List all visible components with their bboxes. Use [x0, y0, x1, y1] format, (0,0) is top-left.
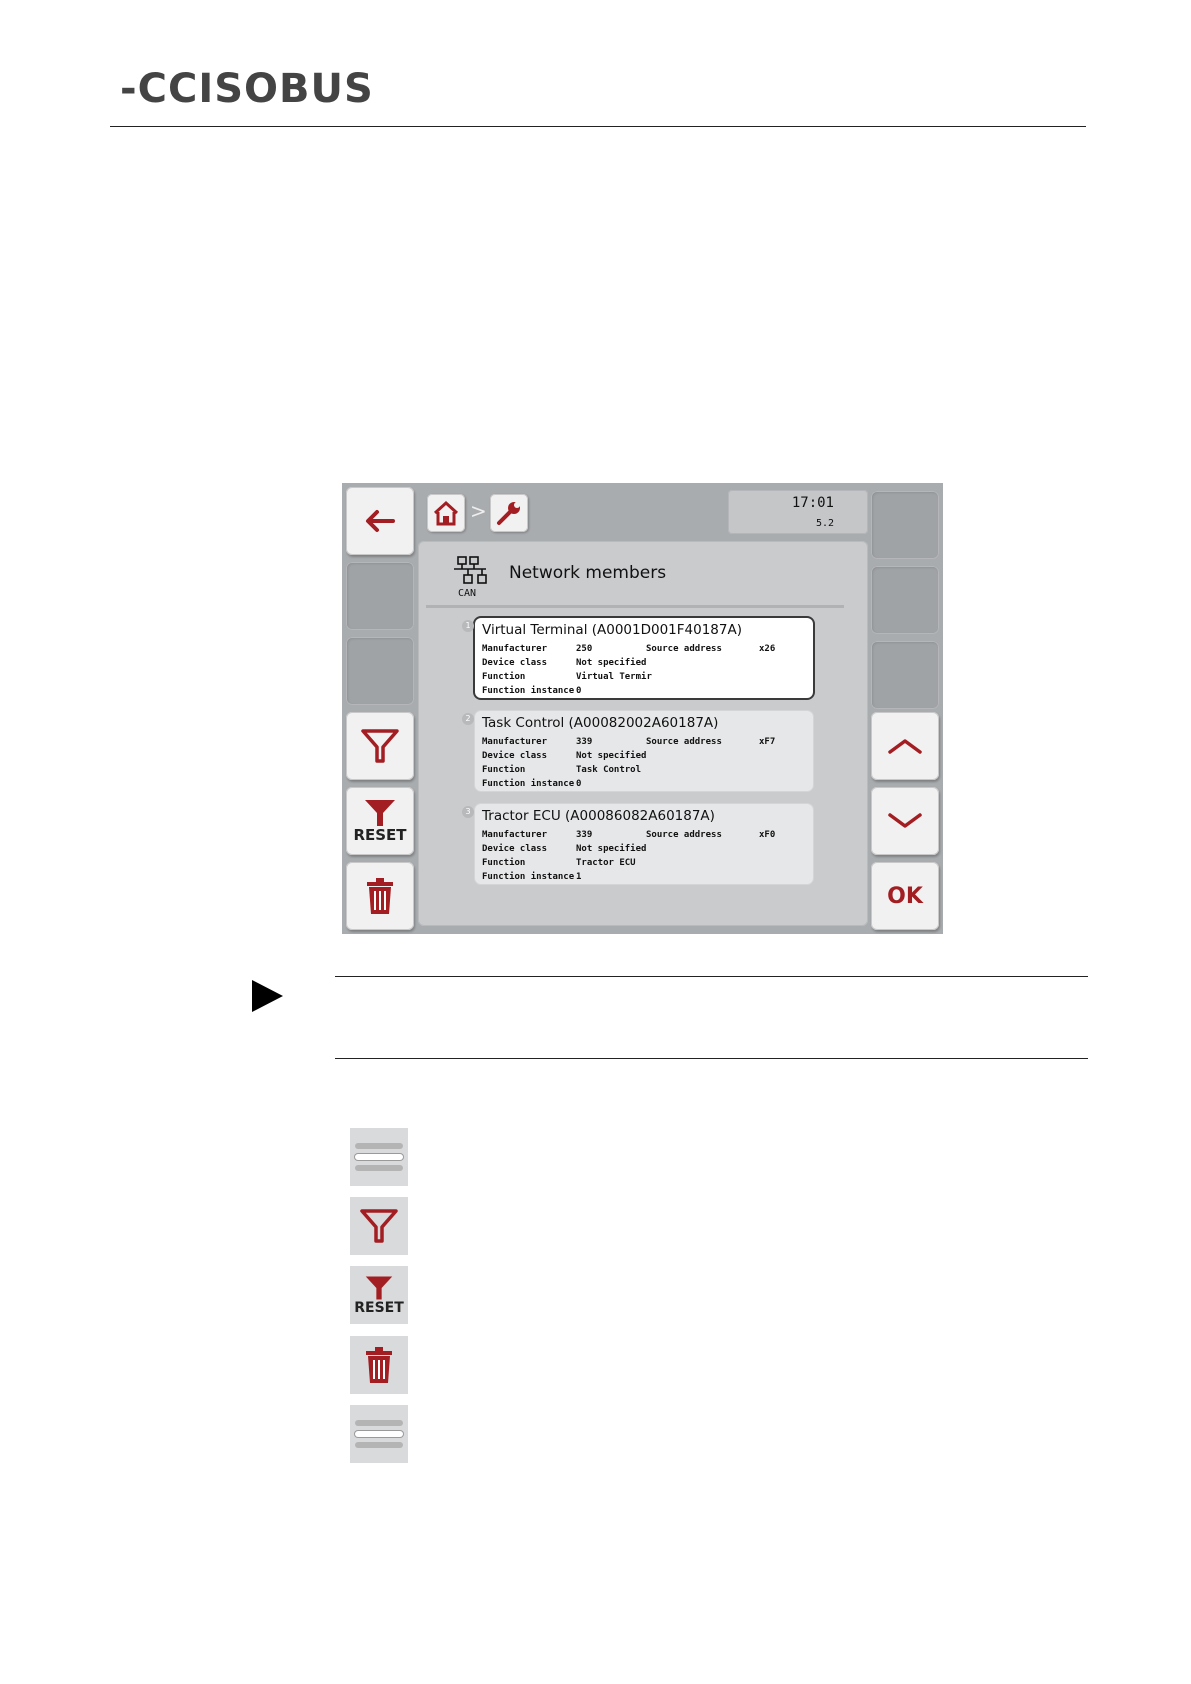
- function-instance-label: Function instance: [482, 686, 575, 696]
- filter-icon: [360, 727, 400, 765]
- network-member-card[interactable]: [465, 618, 813, 698]
- legend-list-select-icon-2: [350, 1405, 408, 1463]
- note-rule-top: [335, 976, 1088, 977]
- back-arrow-icon: [363, 508, 397, 534]
- source-address-value: xF7: [759, 737, 776, 747]
- function-label: Function: [482, 672, 526, 682]
- breadcrumb-separator: >: [470, 499, 487, 523]
- function-instance-value: 0: [576, 686, 582, 696]
- instruction-arrow-icon: [252, 980, 283, 1012]
- source-address-value: x26: [759, 644, 776, 654]
- function-label: Function: [482, 858, 526, 868]
- note-rule-bottom: [335, 1058, 1088, 1059]
- softkey-empty-left-3: [346, 637, 414, 705]
- softkey-empty-right-2: [871, 566, 939, 634]
- can-network-icon: [452, 555, 492, 597]
- member-title: Tractor ECU (A00086082A60187A): [482, 808, 715, 824]
- member-index: 1: [462, 620, 474, 632]
- back-button[interactable]: [346, 487, 414, 555]
- chevron-down-icon: [887, 812, 923, 830]
- manufacturer-value: 339: [576, 737, 593, 747]
- network-member-card[interactable]: [465, 804, 813, 884]
- device-class-value: Not specified: [576, 658, 647, 668]
- ccisobus-logo: [120, 66, 374, 112]
- can-label: CAN: [458, 588, 477, 599]
- home-icon: [432, 500, 460, 526]
- function-instance-value: 0: [576, 779, 582, 789]
- legend-delete-icon: [350, 1336, 408, 1394]
- home-button[interactable]: [427, 494, 465, 532]
- manufacturer-label: Manufacturer: [482, 830, 548, 840]
- member-index: 2: [462, 713, 474, 725]
- legend-list-select-icon: [350, 1128, 408, 1186]
- status-clock: [728, 490, 868, 534]
- device-class-label: Device class: [482, 658, 548, 668]
- filter-reset-button[interactable]: [346, 787, 414, 855]
- member-index: 3: [462, 806, 474, 818]
- softkey-empty-right-3: [871, 641, 939, 709]
- clock-time: 17:01: [791, 495, 834, 511]
- wrench-icon: [495, 499, 523, 527]
- device-class-value: Not specified: [576, 844, 647, 854]
- manufacturer-label: Manufacturer: [482, 737, 548, 747]
- function-value: Task Control: [576, 765, 642, 775]
- ok-label: OK: [887, 883, 923, 909]
- chevron-up-icon: [887, 737, 923, 755]
- function-value: Tractor ECU: [576, 858, 636, 868]
- device-class-value: Not specified: [576, 751, 647, 761]
- legend-filter-reset-icon: [350, 1266, 408, 1324]
- function-instance-label: Function instance: [482, 779, 575, 789]
- network-member-card[interactable]: [465, 711, 813, 791]
- source-address-label: Source address: [646, 644, 722, 654]
- network-members-panel: [418, 541, 868, 926]
- logo-text: -CCISOBUS: [120, 66, 374, 112]
- terminal-screenshot: [342, 483, 943, 934]
- legend-filter-icon: [350, 1197, 408, 1255]
- ok-button[interactable]: [871, 862, 939, 930]
- reset-label: RESET: [353, 826, 407, 844]
- function-instance-label: Function instance: [482, 872, 575, 882]
- trash-icon: [365, 876, 395, 916]
- member-title: Task Control (A00082002A60187A): [482, 715, 719, 731]
- scroll-down-button[interactable]: [871, 787, 939, 855]
- scroll-up-button[interactable]: [871, 712, 939, 780]
- function-label: Function: [482, 765, 526, 775]
- manufacturer-label: Manufacturer: [482, 644, 548, 654]
- function-value: Virtual Termir: [576, 672, 652, 682]
- legend-reset-label: RESET: [354, 1300, 404, 1316]
- manufacturer-value: 250: [576, 644, 593, 654]
- filter-reset-icon: [364, 1274, 394, 1302]
- manufacturer-value: 339: [576, 830, 593, 840]
- version-number: 5.2: [815, 518, 834, 529]
- source-address-value: xF0: [759, 830, 776, 840]
- delete-button[interactable]: [346, 862, 414, 930]
- settings-button[interactable]: [490, 494, 528, 532]
- source-address-label: Source address: [646, 737, 722, 747]
- filter-icon: [359, 1207, 399, 1245]
- softkey-empty-right-1: [871, 491, 939, 559]
- page-title: Network members: [509, 563, 667, 583]
- header-rule: [110, 126, 1086, 127]
- member-title: Virtual Terminal (A0001D001F40187A): [482, 622, 742, 638]
- filter-reset-icon: [363, 798, 397, 828]
- device-class-label: Device class: [482, 751, 548, 761]
- source-address-label: Source address: [646, 830, 722, 840]
- device-class-label: Device class: [482, 844, 548, 854]
- network-icon: [452, 555, 492, 585]
- function-instance-value: 1: [576, 872, 582, 882]
- trash-icon: [364, 1345, 394, 1385]
- filter-button[interactable]: [346, 712, 414, 780]
- softkey-empty-left-2: [346, 562, 414, 630]
- title-separator: [426, 605, 844, 608]
